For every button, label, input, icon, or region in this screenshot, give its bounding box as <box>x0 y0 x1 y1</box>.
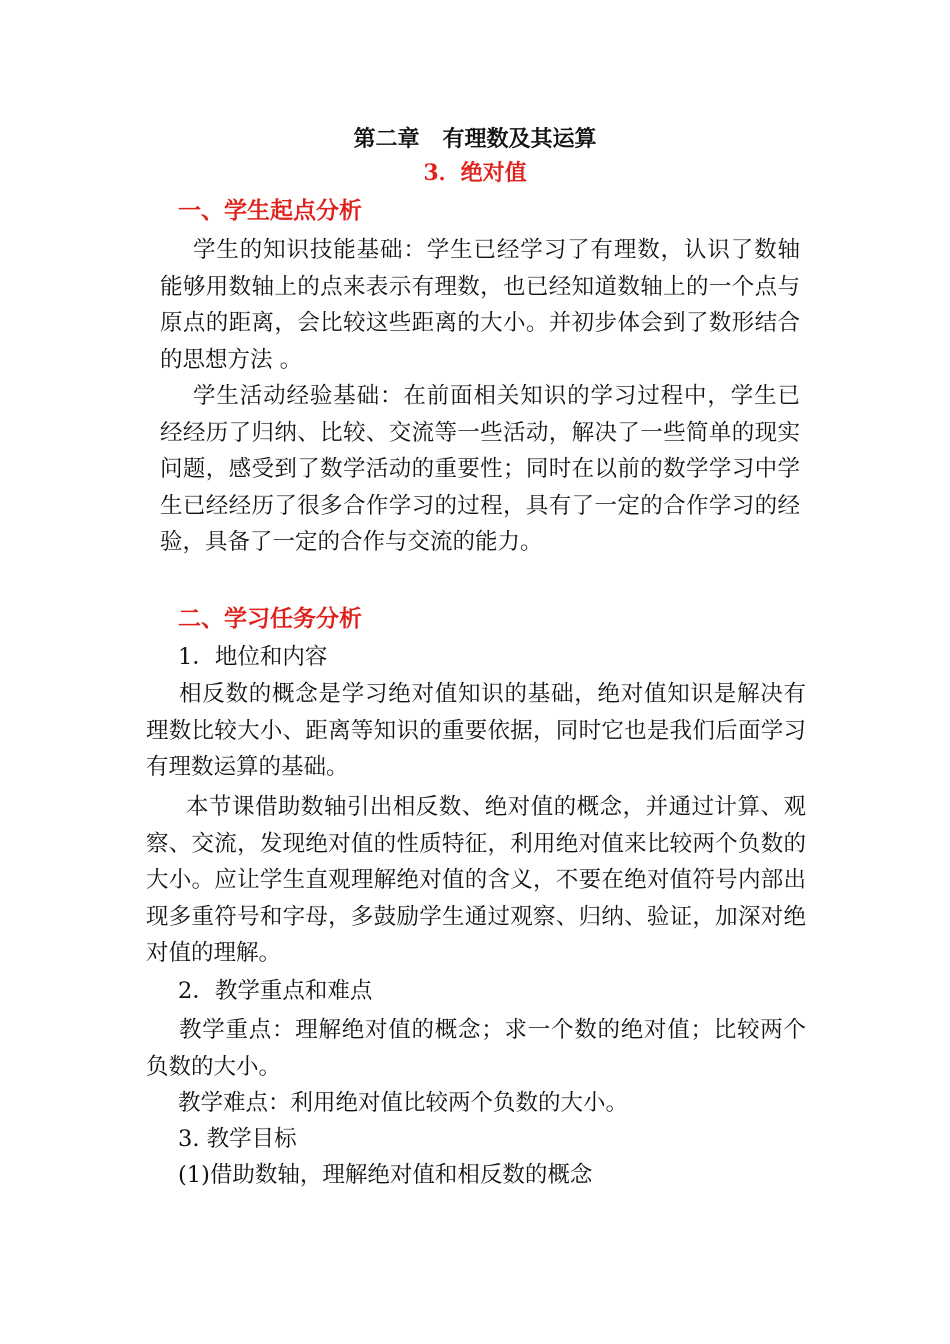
paragraph-activity-basis: 学生活动经验基础：在前面相关知识的学习过程中，学生已经经历了归纳、比较、交流等一些活动，解决了一些简单的现实问题，感受到了数学活动的重要性；同时在以前的数学学习中学生已经经历了很多合作学习的过程，具有了一定的合作学习的经验，具备了一定的合作与交流的能力。 <box>160 383 800 556</box>
chapter-title: 第二章 有理数及其运算 <box>353 126 597 152</box>
subheading-position-content: 1．地位和内容 <box>178 644 328 670</box>
subheading-key-difficult-points: 2．教学重点和难点 <box>178 978 373 1004</box>
section-heading-student-analysis: 一、学生起点分析 <box>178 197 362 224</box>
paragraph-key-point: 教学重点：理解绝对值的概念；求一个数的绝对值；比较两个负数的大小。 <box>146 1017 806 1080</box>
section-heading-task-analysis: 二、学习任务分析 <box>178 605 362 632</box>
paragraph-opposite-numbers-basis: 相反数的概念是学习绝对值知识的基础，绝对值知识是解决有理数比较大小、距离等知识的重要依据，同时它也是我们后面学习有理数运算的基础。 <box>146 681 806 781</box>
section-title: 3．绝对值 <box>423 160 527 186</box>
paragraph-difficulty: 教学难点：利用绝对值比较两个负数的大小。 <box>178 1090 629 1116</box>
paragraph-knowledge-basis: 学生的知识技能基础：学生已经学习了有理数，认识了数轴能够用数轴上的点来表示有理数，也已经知道数轴上的一个点与原点的距离，会比较这些距离的大小。并初步体会到了数形结合的思想方法 。 <box>160 237 800 373</box>
paragraph-lesson-overview: 本节课借助数轴引出相反数、绝对值的概念，并通过计算、观察、交流，发现绝对值的性质特征，利用绝对值来比较两个负数的大小。应让学生直观理解绝对值的含义，不要在绝对值符号内部出现多重符号和字母，多鼓励学生通过观察、归纳、验证，加深对绝对值的理解。 <box>146 794 806 967</box>
objective-item-1: (1)借助数轴，理解绝对值和相反数的概念 <box>178 1162 593 1188</box>
subheading-teaching-objectives: 3. 教学目标 <box>178 1126 297 1152</box>
